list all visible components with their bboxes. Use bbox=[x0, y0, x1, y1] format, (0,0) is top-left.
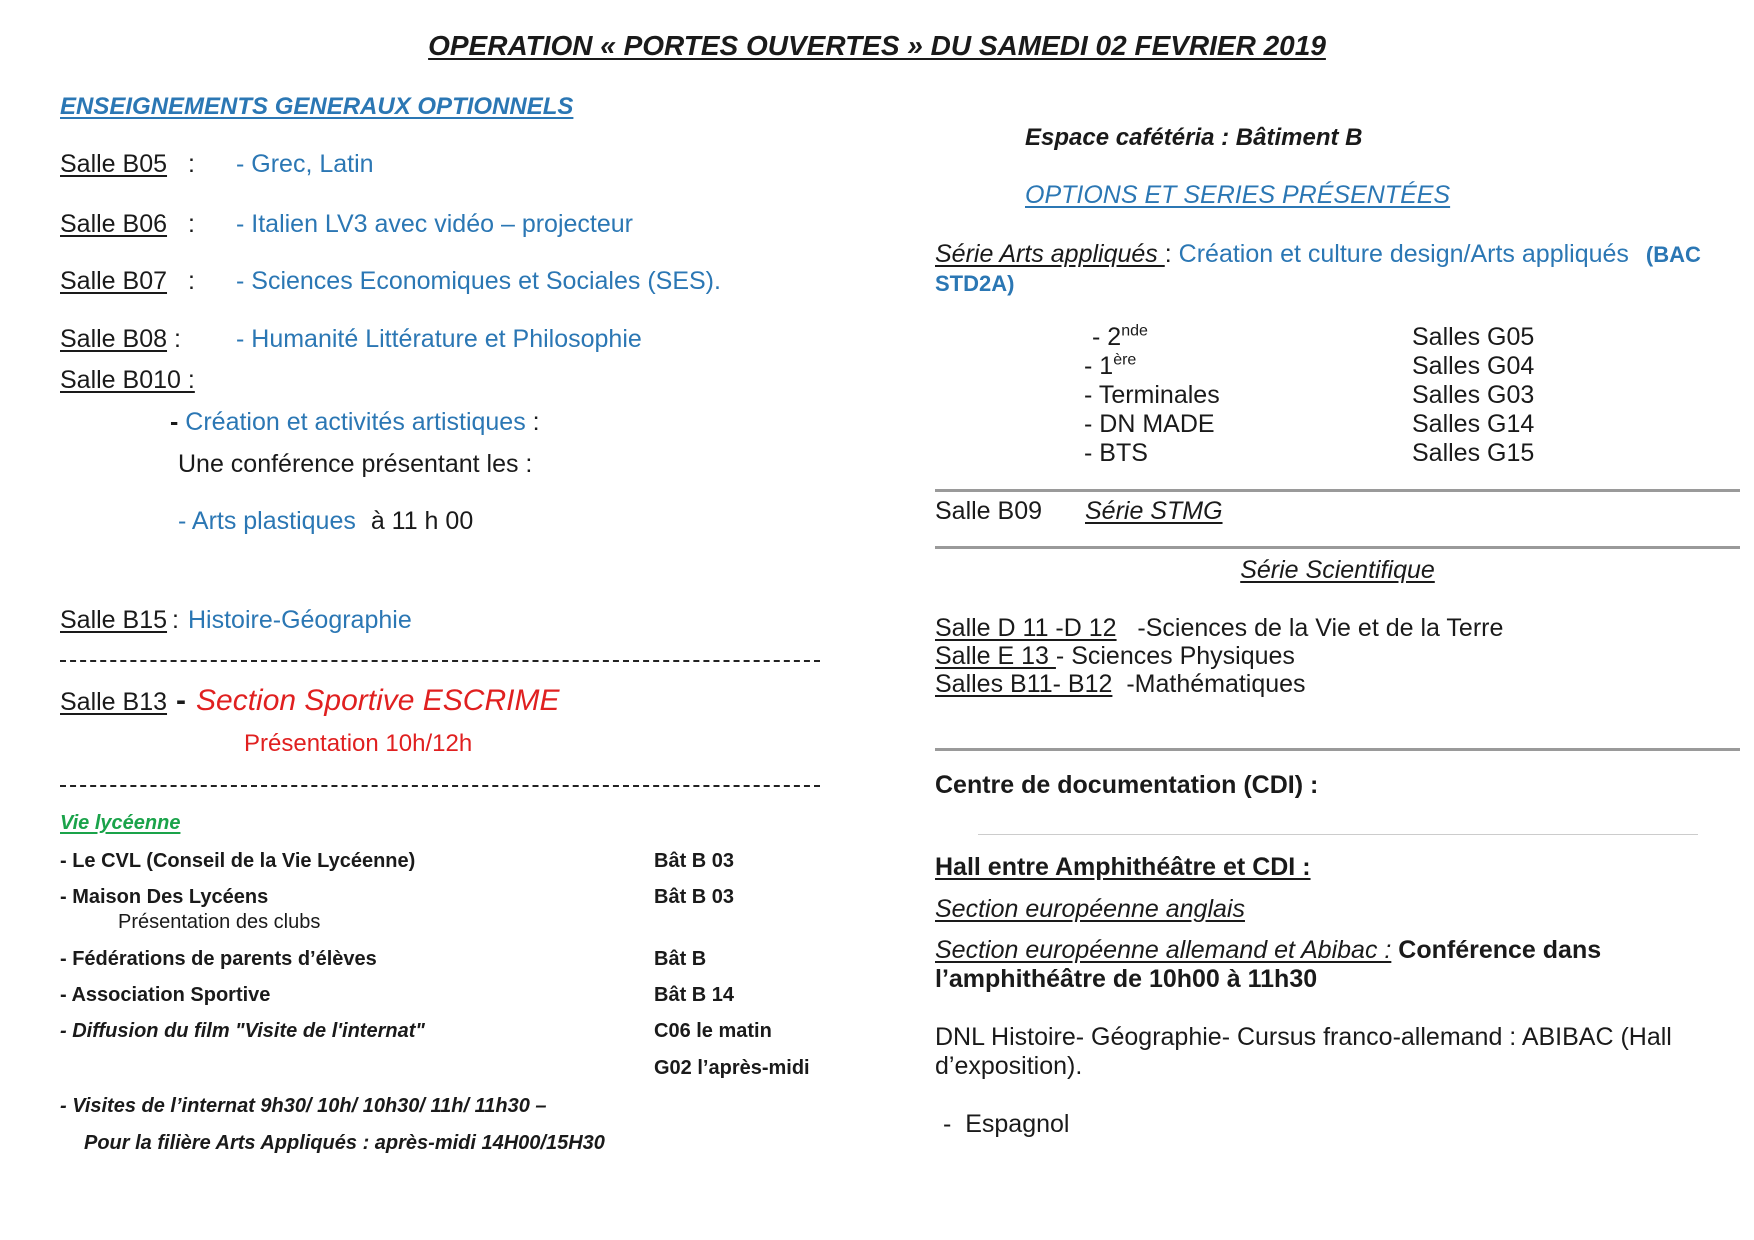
arts-appliques-bac: (BAC STD2A) bbox=[935, 242, 1701, 296]
science-row bbox=[935, 642, 1295, 671]
room-description: - Humanité Littérature et Philosophie bbox=[236, 325, 642, 353]
section-europeenne-anglais: Section européenne anglais bbox=[935, 895, 1245, 923]
stmg-room: Salle B09 bbox=[935, 497, 1043, 525]
cdi-heading: Centre de documentation (CDI) : bbox=[935, 771, 1319, 799]
room-label: Salle B05 bbox=[60, 150, 168, 178]
level-room: Salles G04 bbox=[1412, 352, 1535, 380]
arts-appliques-colon: : bbox=[1164, 240, 1172, 268]
creation-dash: - bbox=[170, 408, 179, 436]
vie-item-label: - Maison Des Lycéens bbox=[60, 886, 269, 908]
level-label bbox=[1092, 323, 1148, 352]
escrime-presentation: Présentation 10h/12h bbox=[244, 730, 473, 757]
level-room: Salles G03 bbox=[1412, 381, 1535, 409]
arts-appliques-line bbox=[935, 240, 1705, 298]
room-description: - Sciences Economiques et Sociales (SES). bbox=[236, 267, 721, 295]
room-label: Salle B13 bbox=[60, 688, 168, 716]
internat-visits-arts: Pour la filière Arts Appliqués : après-midi 14H00/15H30 bbox=[84, 1132, 605, 1154]
level-label: - DN MADE bbox=[1084, 410, 1215, 438]
page-title: OPERATION « PORTES OUVERTES » DU SAMEDI 02 FEVRIER 2019 bbox=[428, 30, 1326, 61]
stmg-serie: Série STMG bbox=[1085, 497, 1223, 525]
level-room: Salles G05 bbox=[1412, 323, 1535, 351]
options-heading: OPTIONS ET SERIES PRÉSENTÉES bbox=[1025, 181, 1451, 209]
escrime-section: Section Sportive ESCRIME bbox=[196, 684, 560, 717]
section-allemand-line bbox=[935, 936, 1655, 994]
level-label bbox=[1084, 352, 1136, 381]
room-description: - Italien LV3 avec vidéo – projecteur bbox=[236, 210, 633, 238]
level-room: Salles G14 bbox=[1412, 410, 1535, 438]
level-superscript: nde bbox=[1121, 322, 1148, 340]
creation-label: Création et activités artistiques bbox=[185, 408, 526, 436]
room-label: Salle B06 bbox=[60, 210, 168, 238]
level-label: - Terminales bbox=[1084, 381, 1220, 409]
hall-heading: Hall entre Amphithéâtre et CDI : bbox=[935, 853, 1311, 881]
section-divider bbox=[935, 489, 1740, 492]
science-desc: -Sciences de la Vie et de la Terre bbox=[1116, 614, 1504, 642]
section-divider bbox=[935, 748, 1740, 751]
dashed-divider bbox=[60, 785, 820, 787]
vie-item-place: Bât B 14 bbox=[654, 984, 735, 1006]
vie-item-label: - Fédérations de parents d’élèves bbox=[60, 948, 377, 970]
room-label-b010: Salle B010 : bbox=[60, 366, 195, 394]
vie-item-place: Bât B 03 bbox=[654, 850, 735, 872]
cafeteria-info: Espace cafétéria : Bâtiment B bbox=[1025, 124, 1363, 151]
section-heading-enseignements: ENSEIGNEMENTS GENERAUX OPTIONNELS bbox=[60, 93, 574, 120]
section-divider bbox=[935, 546, 1740, 549]
arts-appliques-label: Série Arts appliqués bbox=[935, 240, 1165, 268]
espagnol-item: - Espagnol bbox=[943, 1110, 1070, 1138]
conference-text: Une conférence présentant les : bbox=[178, 450, 533, 478]
section-europeenne-allemand: Section européenne allemand et Abibac : bbox=[935, 936, 1392, 964]
room-separator: : bbox=[172, 606, 179, 634]
vie-item-label: - Le CVL (Conseil de la Vie Lycéenne) bbox=[60, 850, 416, 872]
arts-plastiques-label: - Arts plastiques bbox=[178, 507, 356, 535]
vie-item-place: C06 le matin bbox=[654, 1020, 772, 1042]
room-separator: : bbox=[174, 325, 181, 353]
level-superscript: ère bbox=[1113, 351, 1137, 369]
level-text: - 2 bbox=[1092, 323, 1122, 351]
creation-colon: : bbox=[532, 408, 540, 436]
creation-line bbox=[170, 408, 540, 437]
level-label: - BTS bbox=[1084, 439, 1148, 467]
science-row bbox=[935, 614, 1503, 643]
room-label: Salle B07 bbox=[60, 267, 168, 295]
arts-plastiques-time: à 11 h 00 bbox=[370, 507, 474, 535]
thin-divider bbox=[978, 834, 1698, 835]
room-description: - Grec, Latin bbox=[236, 150, 374, 178]
serie-scientifique-heading: Série Scientifique bbox=[1240, 556, 1435, 584]
level-room: Salles G15 bbox=[1412, 439, 1535, 467]
room-separator: : bbox=[188, 267, 195, 295]
level-text: - 1 bbox=[1084, 352, 1114, 380]
science-room: Salle D 11 -D 12 bbox=[935, 614, 1117, 642]
dashed-divider bbox=[60, 660, 820, 662]
room-description: Histoire-Géographie bbox=[188, 606, 412, 634]
science-desc: - Sciences Physiques bbox=[1055, 642, 1295, 670]
arts-plastiques-line bbox=[178, 507, 473, 536]
internat-visits: - Visites de l’internat 9h30/ 10h/ 10h30/ 11h/ 11h30 – bbox=[60, 1095, 547, 1117]
vie-item-label: - Diffusion du film "Visite de l'internat" bbox=[60, 1020, 425, 1042]
vie-item-place: Bât B bbox=[654, 948, 707, 970]
vie-item-place: Bât B 03 bbox=[654, 886, 735, 908]
vie-item-label: - Association Sportive bbox=[60, 984, 271, 1006]
amphi-conference: Conférence dans l’amphithéâtre de 10h00 à 11h30 bbox=[935, 936, 1602, 993]
science-desc: -Mathématiques bbox=[1112, 670, 1306, 698]
vie-lyceenne-heading: Vie lycéenne bbox=[60, 812, 181, 834]
dnl-text: DNL Histoire- Géographie- Cursus franco-allemand : ABIBAC (Hall d’exposition). bbox=[935, 1023, 1672, 1080]
room-label: Salle B08 bbox=[60, 325, 168, 353]
science-room: Salle E 13 bbox=[935, 642, 1056, 670]
vie-item-sub: Présentation des clubs bbox=[118, 911, 321, 933]
room-label: Salle B15 bbox=[60, 606, 168, 634]
room-separator: : bbox=[188, 150, 195, 178]
science-row bbox=[935, 670, 1306, 699]
escrime-dash: - bbox=[176, 684, 186, 717]
science-room: Salles B11- B12 bbox=[935, 670, 1113, 698]
room-separator: : bbox=[188, 210, 195, 238]
arts-appliques-desc: Création et culture design/Arts appliqués bbox=[1178, 240, 1629, 268]
vie-item-place-afternoon: G02 l’après-midi bbox=[654, 1057, 810, 1079]
